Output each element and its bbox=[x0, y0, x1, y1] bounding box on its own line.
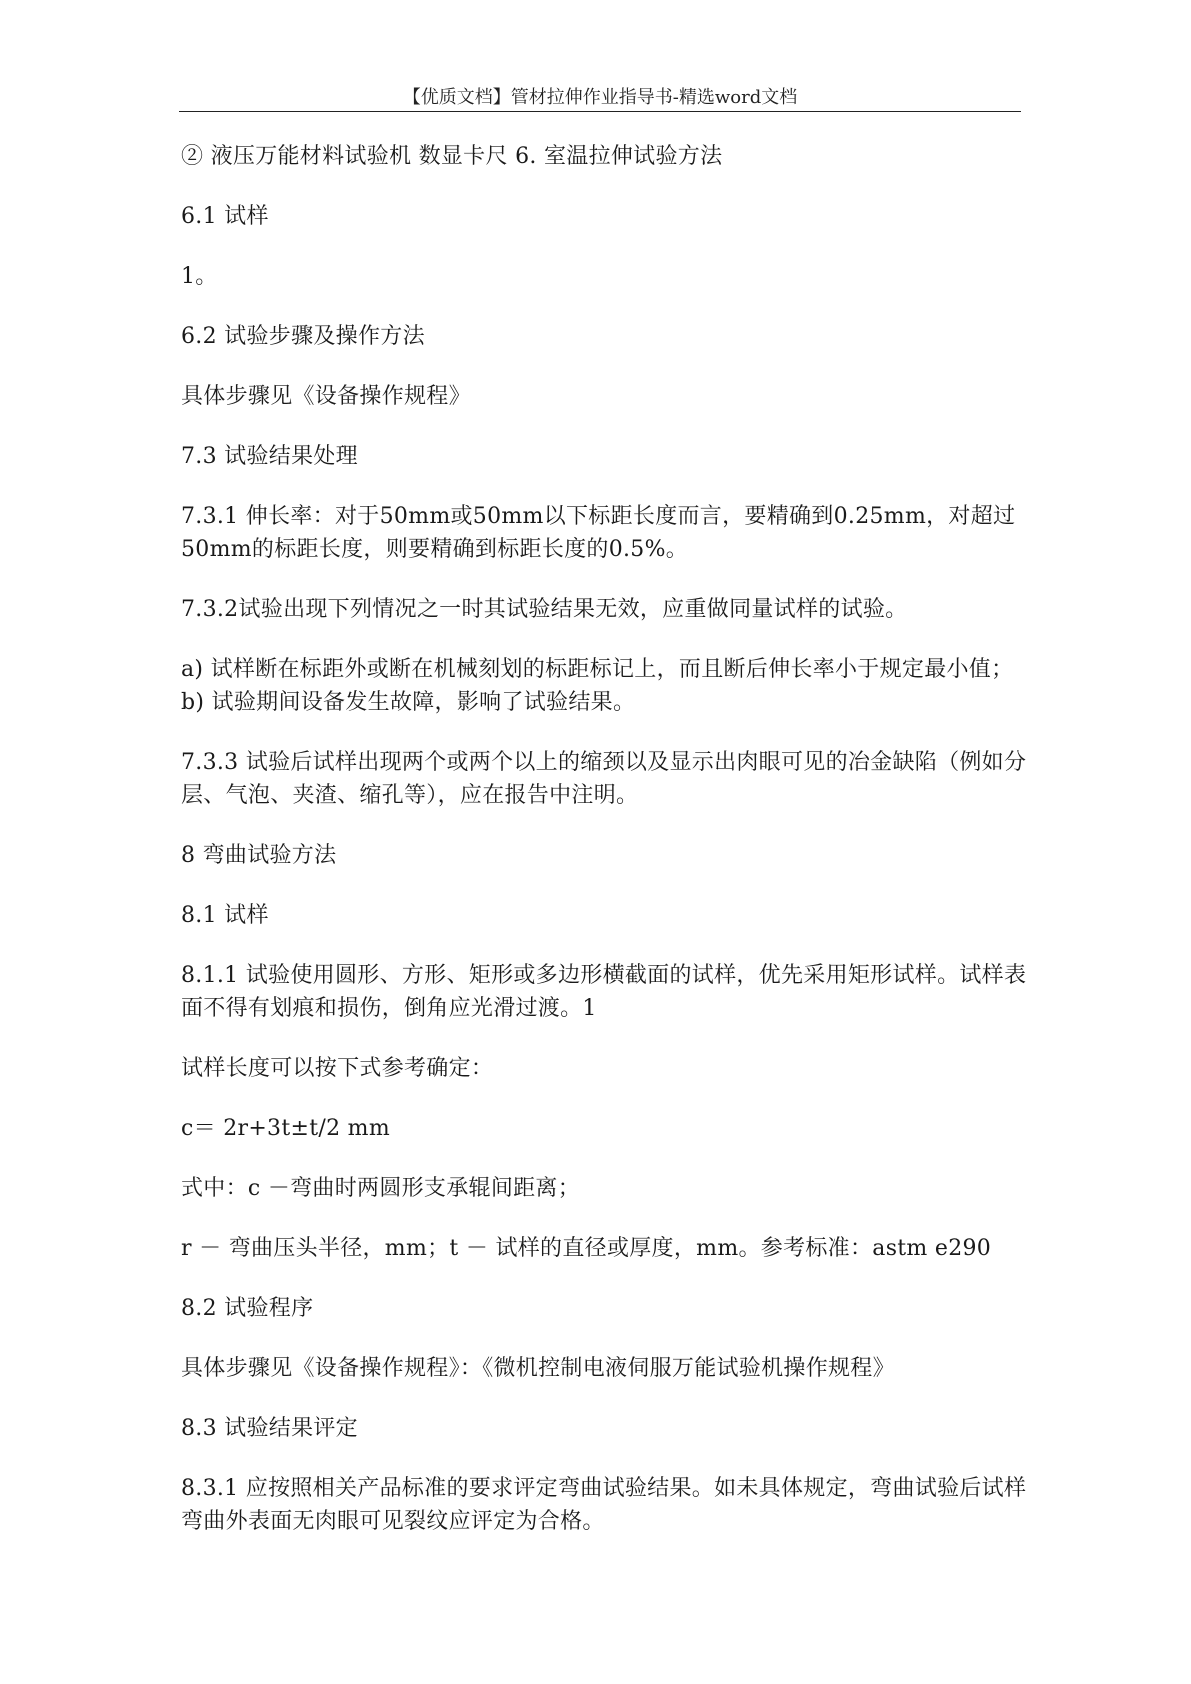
section-heading-8-3: 8.3 试验结果评定 bbox=[181, 1416, 358, 1441]
section-heading-8-2: 8.2 试验程序 bbox=[181, 1296, 314, 1321]
document-body bbox=[181, 140, 1031, 1565]
section-heading-8-1: 8.1 试样 bbox=[181, 903, 269, 928]
section-heading-8: 8 弯曲试验方法 bbox=[181, 843, 337, 868]
paragraph: 具体步骤见《设备操作规程》 bbox=[181, 384, 471, 409]
paragraph-7-3-3: 7.3.3 试验后试样出现两个或两个以上的缩颈以及显示出肉眼可见的冶金缺陷（例如分层、气泡、夹渣、缩孔等），应在报告中注明。 bbox=[181, 750, 1027, 808]
paragraph: 试样长度可以按下式参考确定： bbox=[181, 1056, 494, 1081]
paragraph-8-1-1: 8.1.1 试验使用圆形、方形、矩形或多边形横截面的试样，优先采用矩形试样。试样表面不得有划痕和损伤，倒角应光滑过渡。1 bbox=[181, 963, 1027, 1021]
header-divider bbox=[179, 111, 1021, 112]
paragraph: 1。 bbox=[181, 264, 218, 289]
formula-definition: 式中：c －弯曲时两圆形支承辊间距离； bbox=[181, 1176, 581, 1201]
section-heading-6-1: 6.1 试样 bbox=[181, 204, 269, 229]
paragraph-7-3-1: 7.3.1 伸长率：对于50mm或50mm以下标距长度而言，要精确到0.25mm，对超过50mm的标距长度，则要精确到标距长度的0.5%。 bbox=[181, 504, 1016, 562]
section-heading-7-3: 7.3 试验结果处理 bbox=[181, 444, 358, 469]
paragraph: 具体步骤见《设备操作规程》：《微机控制电液伺服万能试验机操作规程》 bbox=[181, 1356, 895, 1381]
formula-line: c＝ 2r+3t±t/2 mm bbox=[181, 1116, 390, 1141]
page-header: 【优质文档】管材拉伸作业指导书-精选word文档 bbox=[402, 87, 798, 108]
paragraph-8-3-1: 8.3.1 应按照相关产品标准的要求评定弯曲试验结果。如未具体规定，弯曲试验后试样弯曲外表面无肉眼可见裂纹应评定为合格。 bbox=[181, 1476, 1027, 1534]
section-heading-6-2: 6.2 试验步骤及操作方法 bbox=[181, 324, 425, 349]
formula-definition: r － 弯曲压头半径，mm；t － 试样的直径或厚度，mm。参考标准：astm e290 bbox=[181, 1236, 992, 1261]
paragraph-7-3-2: 7.3.2试验出现下列情况之一时其试验结果无效，应重做同量试样的试验。 bbox=[181, 597, 908, 622]
paragraph-invalid-conditions: a) 试样断在标距外或断在机械刻划的标距标记上，而且断后伸长率小于规定最小值； b) 试验期间设备发生故障，影响了试验结果。 bbox=[181, 657, 1021, 715]
equipment-line: ② 液压万能材料试验机 数显卡尺 6. 室温拉伸试验方法 bbox=[181, 144, 723, 169]
